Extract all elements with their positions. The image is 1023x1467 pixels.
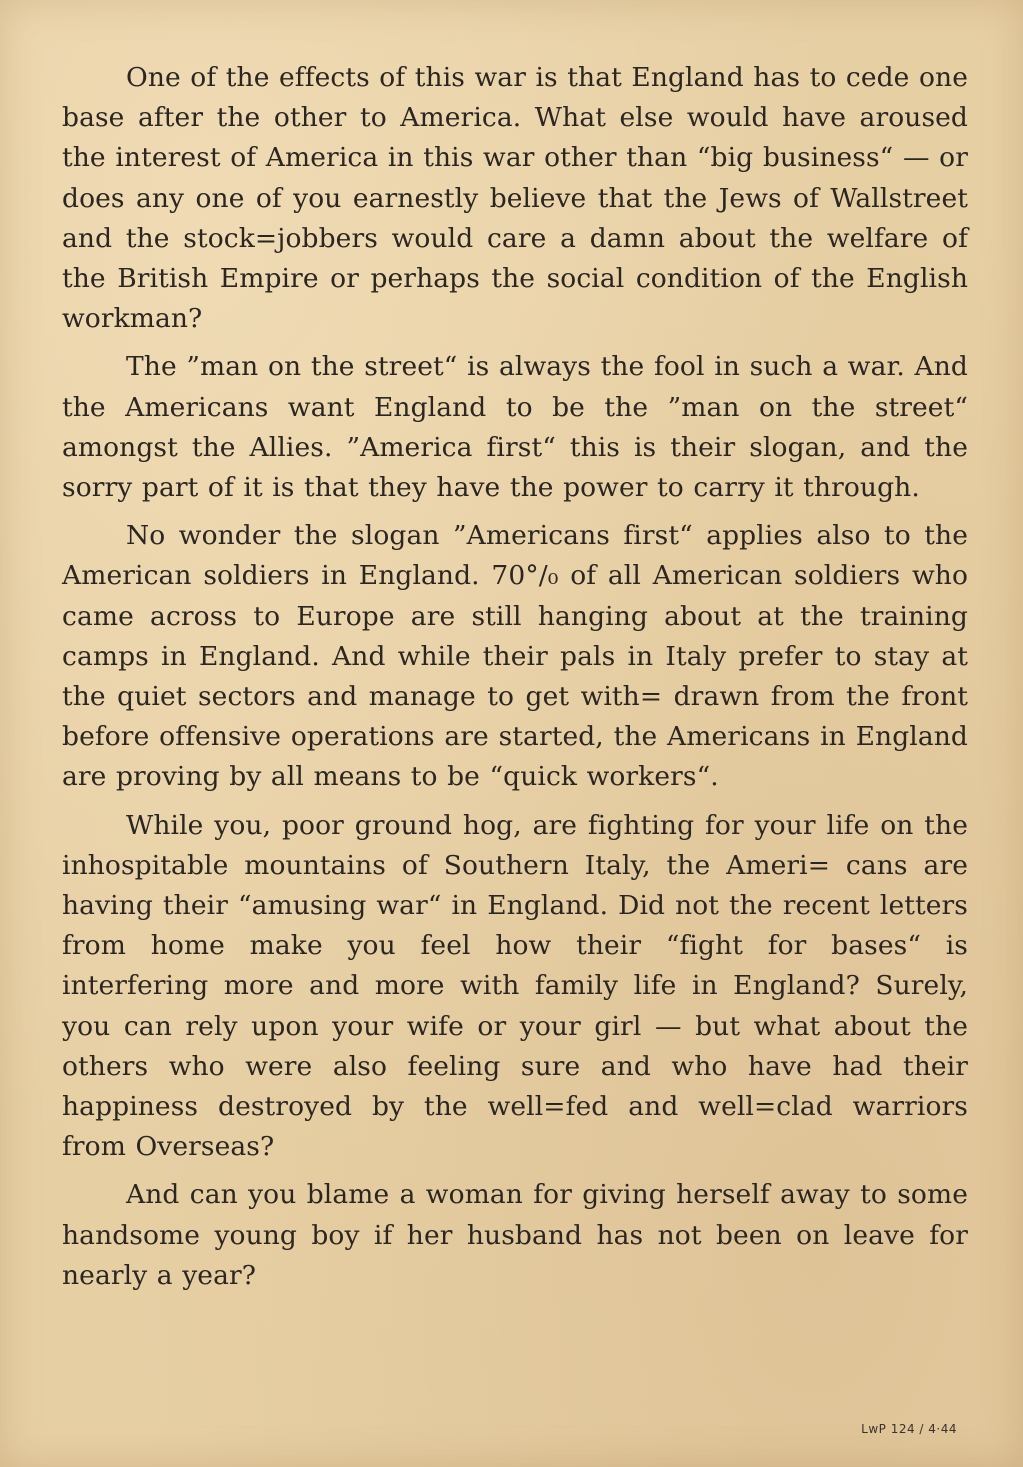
paragraph-4: While you, poor ground hog, are fighting for your life on the inhospitable mountains of Southern Italy, the Ameri= cans are having their “amusing war“ in England. Did not the recent letters from home make you feel how their “fight for bases“ is interfering more and more with family life in England? Surely, you can rely upon your wife or your girl — but what about the others who were also feeling sure and who have had their happiness destroyed by the well=fed and well=clad warriors from Overseas? <box>62 809 968 1163</box>
paragraph-5: And can you blame a woman for giving herself away to some handsome young boy if her husband has not been on leave for nearly a year? <box>62 1179 968 1291</box>
paragraph-2: The ”man on the street“ is always the fool in such a war. And the Americans want England to be the ”man on the street“ amongst the Allies. ”America first“ this is their slogan, and the sorry part of it is that they have the power to carry it through. <box>62 351 968 504</box>
document-body <box>62 58 968 1438</box>
print-code: LwP 124 / 4·44 <box>861 1422 957 1436</box>
paragraph-3: No wonder the slogan ”Americans first“ applies also to the American soldiers in England. 70°/₀ of all American soldiers who came across to Europe are still hanging about at the training camps in England. And while their pals in Italy prefer to stay at the quiet sectors and manage to get with= drawn from the front before offensive operations are started, the Americans in England are proving by all means to be “quick workers“. <box>62 520 968 793</box>
paragraph-1: One of the effects of this war is that England has to cede one base after the other to America. What else would have aroused the interest of America in this war other than “big business“ — or does any one of you earnestly believe that the Jews of Wallstreet and the stock=jobbers would care a damn about the welfare of the British Empire or perhaps the social condition of the English workman? <box>62 62 968 335</box>
